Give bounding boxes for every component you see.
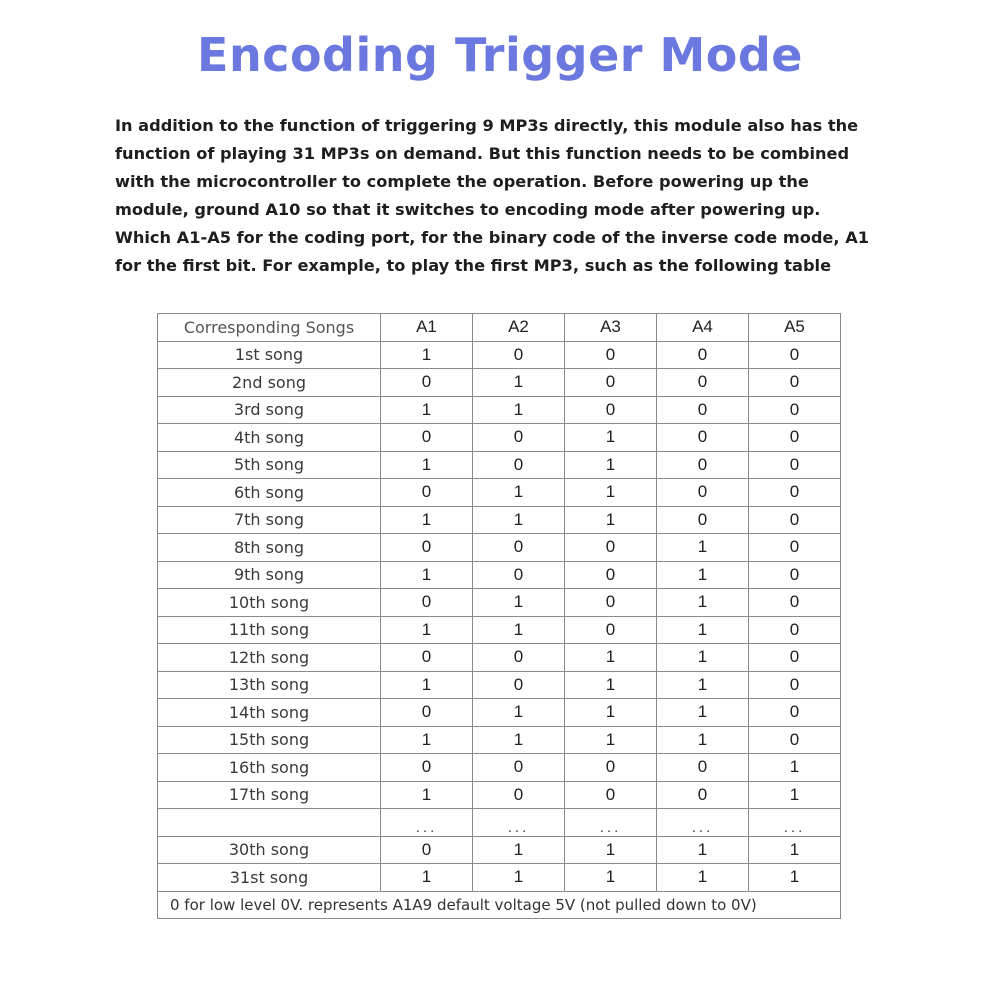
bit-cell: 1 bbox=[565, 479, 657, 507]
bit-cell: 0 bbox=[565, 561, 657, 589]
table-row bbox=[158, 396, 841, 424]
paragraph-line: In addition to the function of triggering 9 MP3s directly, this module also has the bbox=[115, 116, 859, 135]
song-name-cell: 15th song bbox=[158, 726, 381, 754]
bit-cell: 1 bbox=[657, 864, 749, 892]
song-name-cell: 2nd song bbox=[158, 369, 381, 397]
song-name-cell: 30th song bbox=[158, 836, 381, 864]
table-row bbox=[158, 561, 841, 589]
bit-cell: 0 bbox=[657, 506, 749, 534]
bit-cell: 0 bbox=[749, 479, 841, 507]
bit-cell: 0 bbox=[565, 369, 657, 397]
bit-cell: 0 bbox=[381, 644, 473, 672]
column-header: A1 bbox=[381, 314, 473, 342]
bit-cell: 0 bbox=[749, 396, 841, 424]
song-name-cell: 1st song bbox=[158, 341, 381, 369]
bit-cell: 1 bbox=[565, 836, 657, 864]
bit-cell: 0 bbox=[657, 479, 749, 507]
bit-cell: 0 bbox=[473, 671, 565, 699]
bit-cell: 1 bbox=[473, 864, 565, 892]
table-row bbox=[158, 506, 841, 534]
page-title: Encoding Trigger Mode bbox=[197, 28, 803, 82]
table-row bbox=[158, 726, 841, 754]
bit-cell: ... bbox=[565, 809, 657, 837]
bit-cell: 1 bbox=[657, 726, 749, 754]
table-row bbox=[158, 754, 841, 782]
table-footnote-row bbox=[158, 891, 841, 919]
bit-cell: 0 bbox=[381, 589, 473, 617]
bit-cell: 1 bbox=[473, 699, 565, 727]
table-row bbox=[158, 369, 841, 397]
bit-cell: 0 bbox=[749, 644, 841, 672]
bit-cell: 0 bbox=[473, 644, 565, 672]
song-name-cell: 5th song bbox=[158, 451, 381, 479]
bit-cell: 1 bbox=[381, 561, 473, 589]
bit-cell: 1 bbox=[473, 616, 565, 644]
bit-cell: 1 bbox=[749, 836, 841, 864]
bit-cell: 0 bbox=[565, 534, 657, 562]
paragraph-line: module, ground A10 so that it switches to encoding mode after powering up. bbox=[115, 200, 821, 219]
bit-cell: 1 bbox=[565, 699, 657, 727]
bit-cell: 1 bbox=[565, 424, 657, 452]
bit-cell: 1 bbox=[657, 644, 749, 672]
bit-cell: 0 bbox=[657, 781, 749, 809]
bit-cell: 0 bbox=[473, 341, 565, 369]
paragraph-line: with the microcontroller to complete the operation. Before powering up the bbox=[115, 172, 809, 191]
bit-cell: 0 bbox=[749, 561, 841, 589]
bit-cell: 0 bbox=[473, 534, 565, 562]
bit-cell: 0 bbox=[657, 754, 749, 782]
bit-cell: 0 bbox=[749, 726, 841, 754]
table-row bbox=[158, 479, 841, 507]
bit-cell: 1 bbox=[657, 836, 749, 864]
bit-cell: 0 bbox=[473, 424, 565, 452]
bit-cell: 0 bbox=[749, 589, 841, 617]
song-name-cell: 17th song bbox=[158, 781, 381, 809]
bit-cell: 1 bbox=[381, 726, 473, 754]
song-name-cell: 12th song bbox=[158, 644, 381, 672]
song-name-cell: 9th song bbox=[158, 561, 381, 589]
bit-cell: 1 bbox=[657, 616, 749, 644]
bit-cell: 0 bbox=[381, 754, 473, 782]
bit-cell: 0 bbox=[749, 699, 841, 727]
bit-cell: 1 bbox=[749, 754, 841, 782]
column-header: A5 bbox=[749, 314, 841, 342]
bit-cell: 0 bbox=[565, 589, 657, 617]
song-name-cell: 8th song bbox=[158, 534, 381, 562]
bit-cell: 0 bbox=[381, 699, 473, 727]
table-row bbox=[158, 809, 841, 837]
bit-cell: 1 bbox=[381, 671, 473, 699]
bit-cell: 1 bbox=[473, 369, 565, 397]
paragraph-line: for the first bit. For example, to play the first MP3, such as the following table bbox=[115, 256, 832, 275]
bit-cell: 1 bbox=[565, 726, 657, 754]
bit-cell: 0 bbox=[381, 836, 473, 864]
bit-cell: 0 bbox=[749, 424, 841, 452]
table-row bbox=[158, 451, 841, 479]
bit-cell: 1 bbox=[381, 616, 473, 644]
bit-cell: 1 bbox=[657, 671, 749, 699]
bit-cell: ... bbox=[473, 809, 565, 837]
bit-cell: 1 bbox=[565, 671, 657, 699]
column-header: A4 bbox=[657, 314, 749, 342]
table-footnote: 0 for low level 0V. represents A1A9 default voltage 5V (not pulled down to 0V) bbox=[158, 891, 841, 919]
encoding-table bbox=[157, 313, 841, 919]
column-header: A2 bbox=[473, 314, 565, 342]
bit-cell: 1 bbox=[657, 699, 749, 727]
bit-cell: 1 bbox=[565, 451, 657, 479]
bit-cell: 1 bbox=[565, 864, 657, 892]
table-row bbox=[158, 341, 841, 369]
song-name-cell: 16th song bbox=[158, 754, 381, 782]
paragraph-line: Which A1-A5 for the coding port, for the binary code of the inverse code mode, A1 bbox=[115, 228, 869, 247]
bit-cell: 0 bbox=[381, 479, 473, 507]
table-row bbox=[158, 644, 841, 672]
bit-cell: ... bbox=[749, 809, 841, 837]
bit-cell: 0 bbox=[657, 341, 749, 369]
bit-cell: 0 bbox=[565, 341, 657, 369]
song-name-cell: 31st song bbox=[158, 864, 381, 892]
bit-cell: 1 bbox=[473, 589, 565, 617]
bit-cell: 0 bbox=[565, 754, 657, 782]
bit-cell: 1 bbox=[381, 396, 473, 424]
bit-cell: 1 bbox=[749, 864, 841, 892]
song-name-cell: 13th song bbox=[158, 671, 381, 699]
table-row bbox=[158, 671, 841, 699]
table-row bbox=[158, 699, 841, 727]
song-name-cell bbox=[158, 809, 381, 837]
bit-cell: 0 bbox=[657, 424, 749, 452]
column-header: A3 bbox=[565, 314, 657, 342]
bit-cell: 0 bbox=[473, 781, 565, 809]
bit-cell: 1 bbox=[381, 451, 473, 479]
bit-cell: 0 bbox=[749, 506, 841, 534]
table-row bbox=[158, 864, 841, 892]
song-name-cell: 10th song bbox=[158, 589, 381, 617]
bit-cell: 0 bbox=[381, 424, 473, 452]
bit-cell: 1 bbox=[565, 644, 657, 672]
bit-cell: 0 bbox=[749, 451, 841, 479]
bit-cell: 1 bbox=[381, 506, 473, 534]
bit-cell: 1 bbox=[657, 589, 749, 617]
song-name-cell: 11th song bbox=[158, 616, 381, 644]
bit-cell: 0 bbox=[749, 534, 841, 562]
table-header-row bbox=[158, 314, 841, 342]
bit-cell: 1 bbox=[381, 864, 473, 892]
bit-cell: 0 bbox=[381, 534, 473, 562]
bit-cell: 0 bbox=[565, 781, 657, 809]
bit-cell: 0 bbox=[749, 671, 841, 699]
song-name-cell: 3rd song bbox=[158, 396, 381, 424]
song-name-cell: 6th song bbox=[158, 479, 381, 507]
bit-cell: 1 bbox=[657, 561, 749, 589]
bit-cell: 0 bbox=[473, 561, 565, 589]
bit-cell: 0 bbox=[473, 754, 565, 782]
bit-cell: 1 bbox=[473, 506, 565, 534]
column-header: Corresponding Songs bbox=[158, 314, 381, 342]
bit-cell: 1 bbox=[565, 506, 657, 534]
description-paragraph bbox=[115, 112, 905, 280]
bit-cell: 0 bbox=[657, 369, 749, 397]
table-row bbox=[158, 781, 841, 809]
bit-cell: 1 bbox=[473, 396, 565, 424]
bit-cell: 0 bbox=[381, 369, 473, 397]
bit-cell: 1 bbox=[657, 534, 749, 562]
bit-cell: 0 bbox=[657, 396, 749, 424]
bit-cell: 0 bbox=[565, 396, 657, 424]
bit-cell: 0 bbox=[473, 451, 565, 479]
table-row bbox=[158, 616, 841, 644]
table-row bbox=[158, 589, 841, 617]
bit-cell: 1 bbox=[381, 341, 473, 369]
bit-cell: 1 bbox=[473, 726, 565, 754]
bit-cell: 1 bbox=[381, 781, 473, 809]
bit-cell: 0 bbox=[657, 451, 749, 479]
bit-cell: ... bbox=[381, 809, 473, 837]
table-row bbox=[158, 424, 841, 452]
bit-cell: ... bbox=[657, 809, 749, 837]
paragraph-line: function of playing 31 MP3s on demand. But this function needs to be combined bbox=[115, 144, 850, 163]
song-name-cell: 4th song bbox=[158, 424, 381, 452]
bit-cell: 0 bbox=[565, 616, 657, 644]
song-name-cell: 14th song bbox=[158, 699, 381, 727]
table-row bbox=[158, 534, 841, 562]
bit-cell: 1 bbox=[473, 836, 565, 864]
bit-cell: 1 bbox=[473, 479, 565, 507]
bit-cell: 1 bbox=[749, 781, 841, 809]
bit-cell: 0 bbox=[749, 369, 841, 397]
bit-cell: 0 bbox=[749, 616, 841, 644]
bit-cell: 0 bbox=[749, 341, 841, 369]
song-name-cell: 7th song bbox=[158, 506, 381, 534]
table-row bbox=[158, 836, 841, 864]
